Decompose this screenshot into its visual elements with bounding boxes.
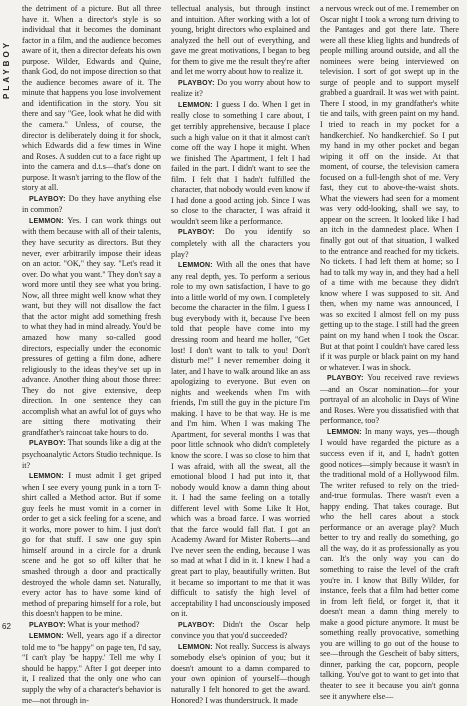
speaker-label: LEMMON: xyxy=(29,633,64,641)
speaker-label: PLAYBOY: xyxy=(178,229,215,237)
interview-paragraph xyxy=(22,620,161,632)
speaker-label: PLAYBOY: xyxy=(29,440,66,448)
text-column-2 xyxy=(171,4,311,705)
paragraph-text: Not really. Success is always somebody else's opinion of you; but it doesn't amount to a damn compared to your own opinion of yourself—though naturally I felt honored to get the award. Honored? I was thunderstruck. It made xyxy=(171,641,310,705)
paragraph-text: a nervous wreck out of me. I remember on Oscar night I took a wrong turn driving to the Pantages and got there late. There were all these klieg lights and hundreds of people milling around outside, and all the nominees were being interviewed on television. I sort of got swept up in the surge of people and to support myself grabbed a guardrail. It was wet with paint. There I stood, in my grandfather's white tie and tails, with green paint on my hand. I tried to reach in my pocket for a handkerchief. No handkerchief. So I put my hand in my other pocket and began wiping it off on the inside. At that moment, of course, the television camera focused on a full-length shot of me. Very fast, they cut to above-the-waist shots. What the viewers had seen for a moment was very odd-looking, shall we say, to appear on the screen. It looked like I had an itch in the damnedest place. When I finally got out of that situation, I walked to the entrance and reached for my tickets. No tickets. I had left them at home; so I had to talk my way in, and they had a hell of a time with me because they didn't know where I was supposed to sit. And then, when my name was announced, I was so excited I almost fell on my puss getting up to the stage. I still had the green paint on my hand when I took the Oscar. But at that point I couldn't have cared less if it was purple or black paint on my hand or whatever. I was in shock. xyxy=(320,4,459,372)
interview-paragraph xyxy=(22,471,161,620)
interview-paragraph xyxy=(22,194,161,216)
speaker-label: PLAYBOY: xyxy=(178,79,215,87)
paragraph-text: Do you worry about how to realize it? xyxy=(171,77,311,99)
interview-paragraph xyxy=(171,642,310,706)
paragraph-text: With all the ones that have any real depth, yes. To perform a serious role to my own satisfaction, I have to go into a little world of my own. I completely become the character in the film. I guess I bug everybody with it, because I've been told that people have come into my dressing room and heard me holler, "Get lost! I don't want to talk to you! Don't disturb me!" I never remember doing it later, and I have to walk around like an ass apologizing to everyone. But even on nights and weekends when I'm with friends, I'm still the guy in the picture I'm making. I have to be that way. He is me and I'm him. When I was making The Apartment, for several months I was that poor little schnook who didn't completely know the score. I was so close to him that I was afraid, with all the sweat, all the emotional blood I had put into it, that nobody would know a damn thing about it. I had the same feeling on a totally different level with Some Like It Hot, which was a broad farce. I was worried that the farce would fall flat. I got an Academy Award for Mister Roberts—and I've never seen the ending, because I was so mad at what I did in it. I knew I had a great part to play, beautifully written. But it became so important to me that it was difficult to satisfy the high level of acceptability I had unconsciously imposed on it. xyxy=(171,260,310,619)
speaker-label: PLAYBOY: xyxy=(327,375,364,383)
paragraph-text: Do you identify so completely with all the characters you play? xyxy=(171,227,311,259)
paragraph-text: What is your method? xyxy=(67,619,140,629)
speaker-label: PLAYBOY: xyxy=(178,621,215,629)
running-head: PLAYBOY xyxy=(2,40,11,99)
speaker-label: LEMMON: xyxy=(327,428,362,436)
interview-paragraph xyxy=(22,216,161,438)
interview-paragraph xyxy=(320,427,459,702)
paragraph-text: Didn't the Oscar help convince you that you'd succeeded? xyxy=(171,619,310,641)
interview-paragraph xyxy=(171,4,310,78)
interview-paragraph xyxy=(22,438,161,471)
speaker-label: LEMMON: xyxy=(29,217,64,225)
paragraph-text: tellectual analysis, but through instinct and intuition. After working with a lot of young, bright directors who explained and analyzed the hell out of everything, and gave me great motivations, I began to beg for them to give me the result they're after and let me worry about how to realize it. xyxy=(171,4,310,77)
speaker-label: LEMMON: xyxy=(178,262,213,270)
speaker-label: LEMMON: xyxy=(29,473,64,481)
paragraph-text: Yes. I can work things out with them because with all of their talents, they have security as directors. But they never, ever arbitrarily impose their ideas on an actor. "OK," they say. "Let's read it over. Do what you want." They don't say a word more until they see what you bring. Now, all three might well know what they want, but they will not disallow the fact that the actor might add something fresh to what they had in mind already. You'd be amazed how many so-called good directors, especially under the economic pressures of getting a film done, adhere religiously to the ideas they've set up in advance. Another thing about those three: They do not give extensive, deep direction. In one sentence they can accomplish what an awful lot of guys who are sitting there motivating their grandfather's raincoat take hours to do. xyxy=(22,215,161,437)
paragraph-text: Well, years ago if a director told me to "be happy" on page ten, I'd say, "I can't play 'be happy.' Tell me why I should be happy." After I got deeper into it, I realized that the only one who can supply the why of a character's behavior is me—not through in- xyxy=(22,631,161,705)
interview-paragraph xyxy=(171,260,310,620)
interview-paragraph xyxy=(22,4,161,194)
speaker-label: LEMMON: xyxy=(178,101,213,109)
paragraph-text: the detriment of a picture. But all three have it. When a director's style is so individual that it becomes the dominant factor in a film, and the audience becomes aware of it, then a director defeats his own purpose. Wilder, Edwards and Quine, thank God, do not impose direction so that the audience becomes aware of it. The minute that happens you lose involvement and identification in the story. You sit there and say "Gee, look what he did with the camera." Unless, of course, the director is deliberately doing it for shock, which Edwards did a few times in Wine and Roses. A sudden cut to a face right up into the camera and d.t.s—that's done on purpose. It wasn't jarring to the flow of the story at all. xyxy=(22,4,161,193)
speaker-label: LEMMON: xyxy=(178,643,213,651)
speaker-label: PLAYBOY: xyxy=(29,621,66,629)
page-number: 62 xyxy=(2,622,11,631)
speaker-label: PLAYBOY: xyxy=(29,195,66,203)
interview-paragraph xyxy=(171,620,310,642)
paragraph-text: That sounds like a dig at the psychoanalytic Actors Studio technique. Is it? xyxy=(22,438,161,470)
paragraph-text: I guess I do. When I get in really close to something I care about, I get terribly apprehensive, because I place such a high value on it that it almost can't come off the way I hope it might. When we finished The Apartment, I felt I had failed in the part. I didn't want to see the film. I felt that I hadn't fulfilled the character, that nobody would even know if I had done a good acting job. Since I was so close to the character, I was afraid it wouldn't seem like a performance. xyxy=(171,99,311,226)
interview-paragraph xyxy=(171,78,310,100)
paragraph-text: In many ways, yes—though I would have regarded the picture as a success even if it, and I, hadn't gotten good notices—simply because it wasn't in the traditional mold of a Hollywood film. The writer refused to rely on the tried-and-true formulas. There wasn't even a happy ending. That takes courage. But who the hell cares about a stock performance or an average play? Much better to try and really do something, go all the way, do it as professionally as you can. It's the only way you can do something to raise the level of the craft you're in. I know that Billy Wilder, for instance, feels that a film had better come in from left field, or forget it, that it doesn't mean a damn thing merely to make a good picture anymore. It must be something really provocative, something you are willing to go out of the house to see—through the Gescheit of baby sitters, dinner, parking the car, popcorn, people talking. You've got to want to get into that theater to see it because you ain't gonna see it anywhere else— xyxy=(320,426,460,701)
interview-paragraph xyxy=(320,4,459,373)
text-column-3 xyxy=(320,4,460,701)
paragraph-text: Do they have anything else in common? xyxy=(22,193,161,215)
article-body xyxy=(22,4,460,705)
interview-paragraph xyxy=(320,373,459,427)
interview-paragraph xyxy=(171,100,310,228)
interview-paragraph xyxy=(22,631,161,706)
text-column-1 xyxy=(22,4,162,705)
paragraph-text: You received rave reviews—and an Oscar nomination—for your portrayal of an alcoholic in Days of Wine and Roses. Were you dissatisfied with that performance, too? xyxy=(320,373,459,426)
interview-paragraph xyxy=(171,227,310,260)
paragraph-text: I must admit I get griped when I see every young punk in a torn T-shirt called a Method actor. But if some guy feels he must vomit in a corner in order to get a sick feeling for a scene, and it works, more power to him. I just don't go for that stuff. I saw one guy spin himself around in a circle for a drunk scene and he got so off kilter that he smashed through a door and practically destroyed the whole damn set. Naturally, every actor has to have some kind of method of preparing himself for a role, but this doesn't happen to be mine. xyxy=(22,471,162,619)
